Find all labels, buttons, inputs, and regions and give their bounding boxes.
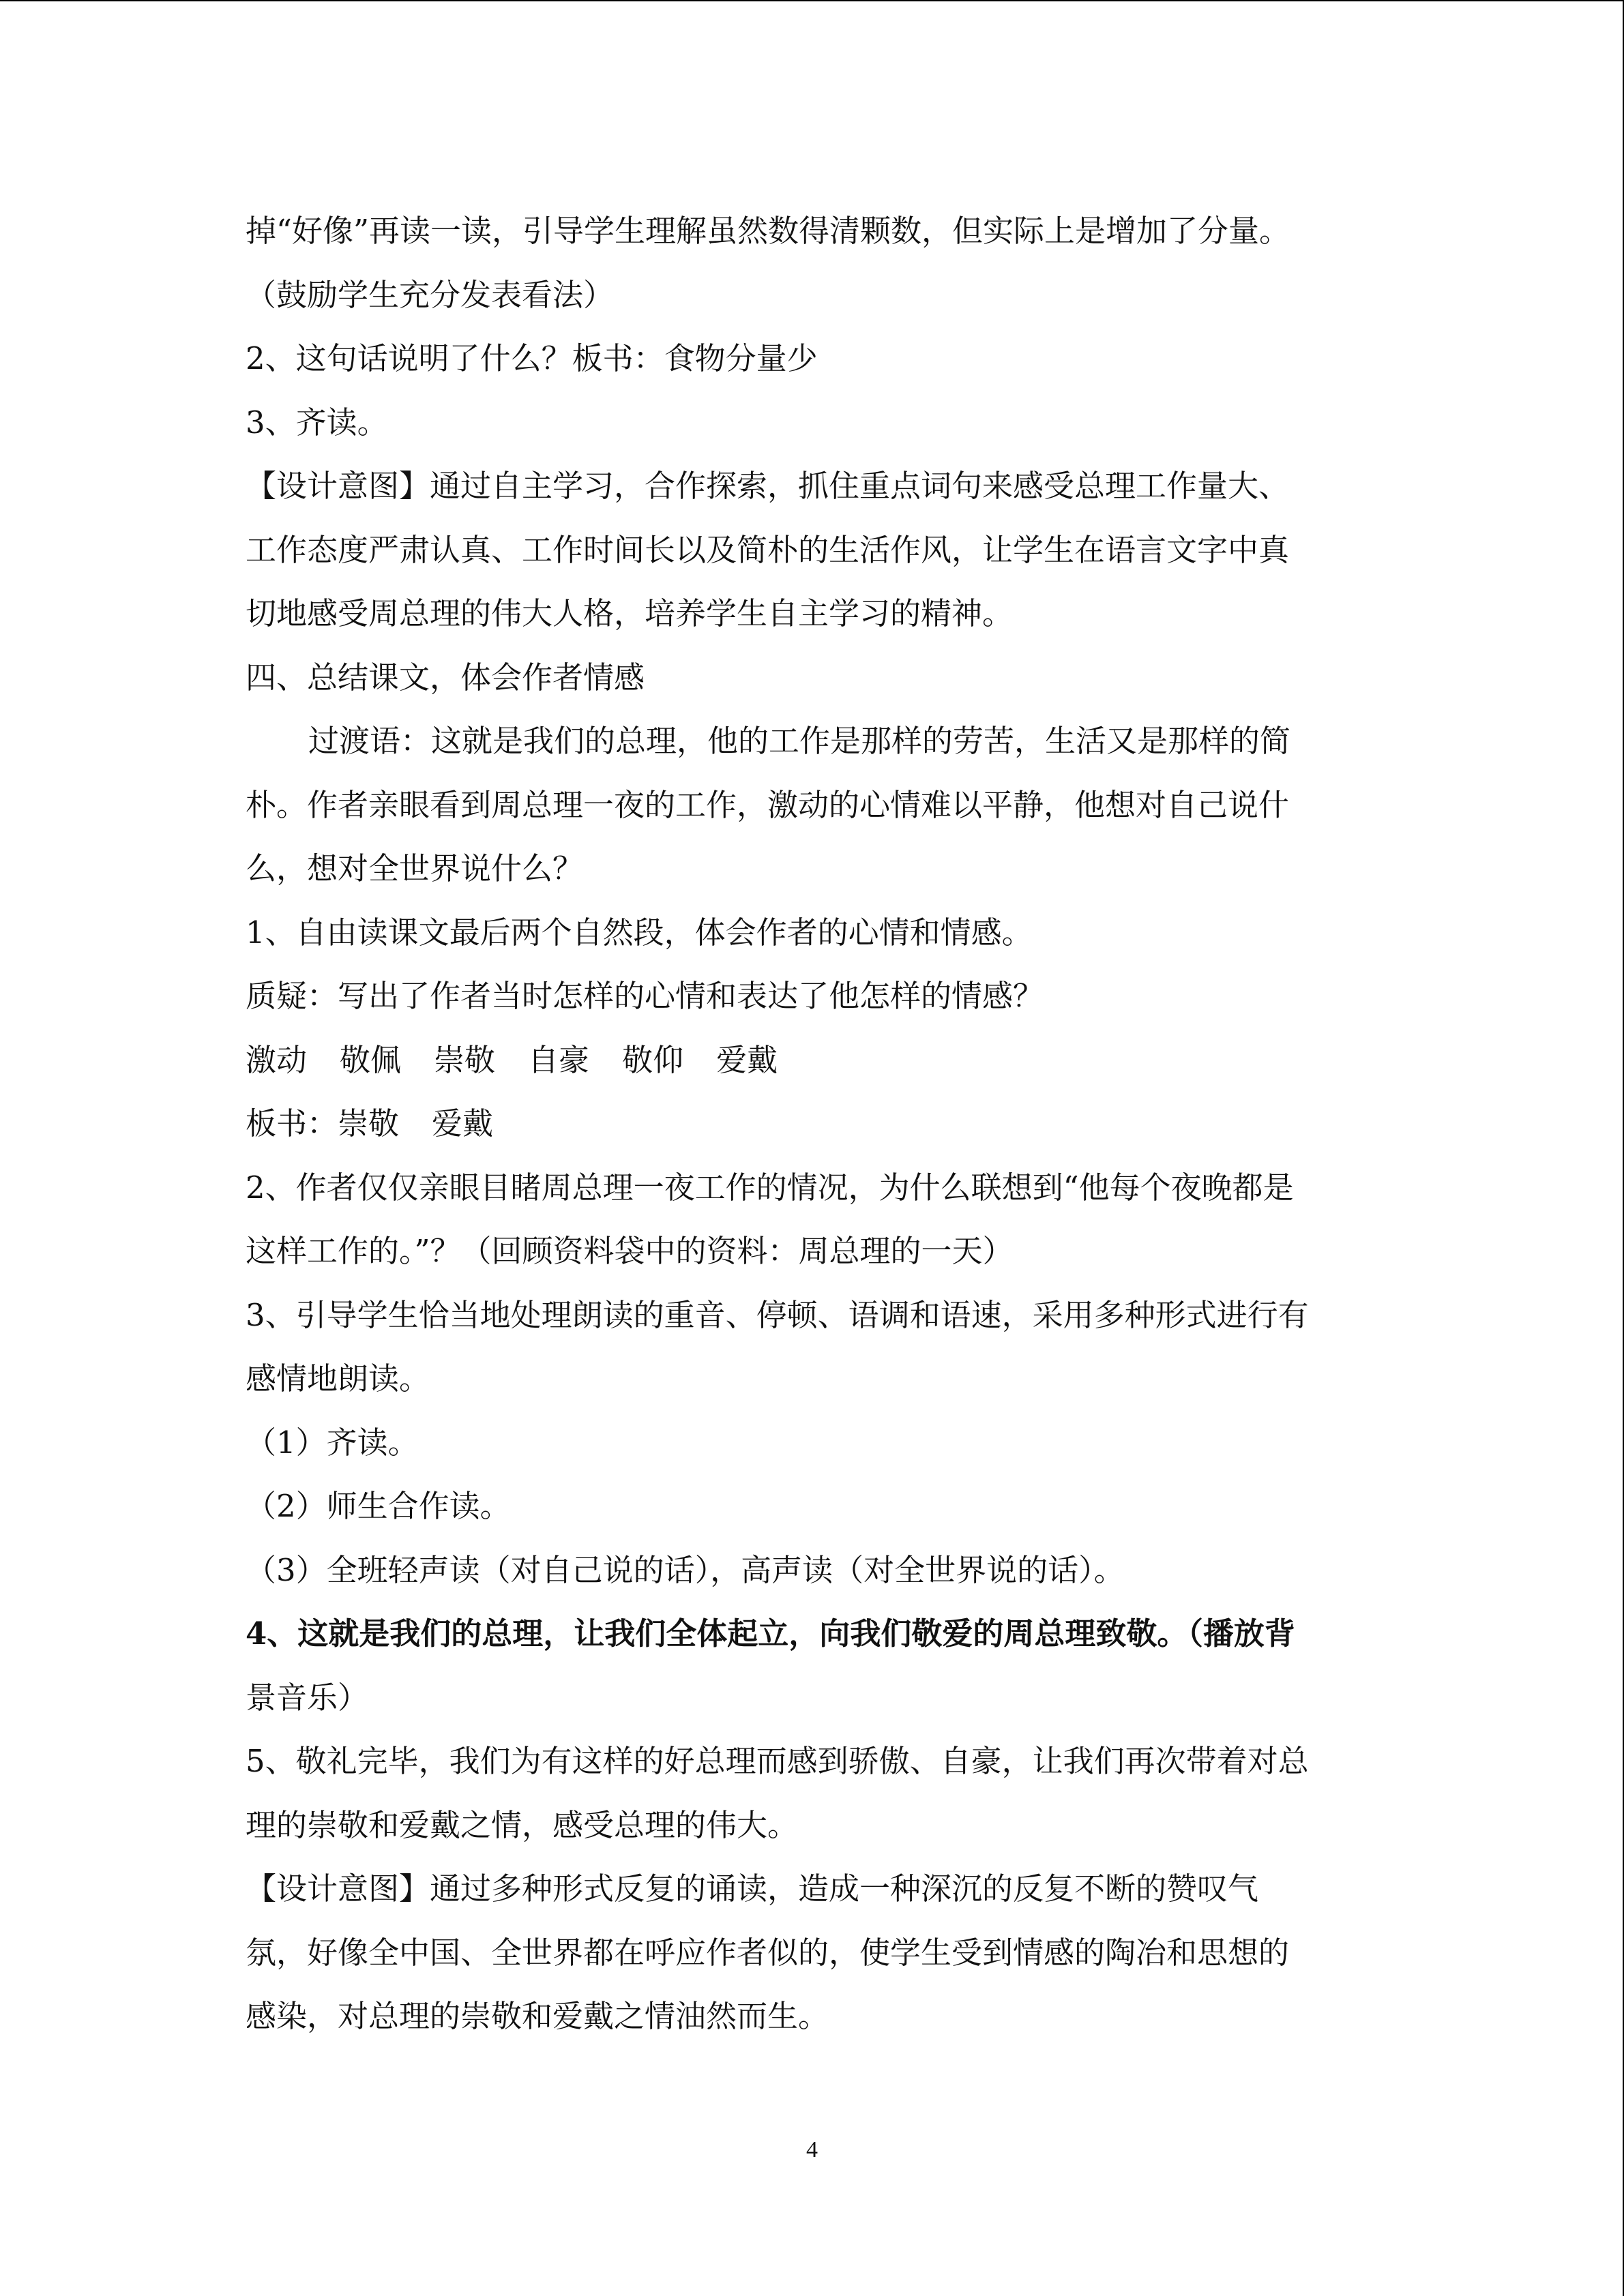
text-line: 2、这句话说明了什么？板书：食物分量少 (246, 340, 818, 376)
design-intent-line: 【设计意图】通过多种形式反复的诵读，造成一种深沉的反复不断的赞叹气 (246, 1870, 1259, 1907)
emotion-word: 自豪 (528, 1041, 590, 1078)
board-label: 板书：崇敬 (246, 1105, 400, 1142)
text-line: 1、自由读课文最后两个自然段，体会作者的心情和情感。 (246, 914, 1033, 951)
text-line: 工作态度严肃认真、工作时间长以及简朴的生活作风，让学生在语言文字中真 (246, 531, 1290, 568)
page-number: 4 (806, 2137, 818, 2162)
text-line: 质疑：写出了作者当时怎样的心情和表达了他怎样的情感？ (246, 978, 1044, 1014)
text-line: 2、作者仅仅亲眼目睹周总理一夜工作的情况，为什么联想到“他每个夜晚都是 (246, 1169, 1294, 1206)
emotion-word: 崇敬 (434, 1041, 496, 1078)
text-line: （鼓励学生充分发表看法） (246, 276, 615, 313)
design-intent-line: 【设计意图】通过自主学习，合作探索，抓住重点词句来感受总理工作量大、 (246, 468, 1290, 504)
emotion-words-line (246, 1028, 1378, 1092)
text-line: 过渡语：这就是我们的总理，他的工作是那样的劳苦，生活又是那样的简 (308, 723, 1291, 759)
text-line: 5、敬礼完毕，我们为有这样的好总理而感到骄傲、自豪，让我们再次带着对总 (246, 1743, 1309, 1779)
emotion-word: 敬仰 (622, 1041, 684, 1078)
emotion-word: 爱戴 (716, 1041, 778, 1078)
text-line: 理的崇敬和爱戴之情，感受总理的伟大。 (246, 1806, 799, 1843)
text-line: 切地感受周总理的伟大人格，培养学生自主学习的精神。 (246, 595, 1014, 631)
text-line: 朴。作者亲眼看到周总理一夜的工作，激动的心情难以平静，他想对自己说什 (246, 786, 1290, 823)
body-text (246, 199, 1378, 2048)
text-line: 么，想对全世界说什么？ (246, 850, 584, 886)
emotion-word: 激动 (246, 1041, 308, 1078)
text-line: 3、引导学生恰当地处理朗读的重音、停顿、语调和语速，采用多种形式进行有 (246, 1296, 1309, 1333)
text-line: 景音乐） (246, 1679, 369, 1716)
text-line: 感染，对总理的崇敬和爱戴之情油然而生。 (246, 1998, 829, 2034)
text-line: （1）齐读。 (246, 1424, 419, 1461)
text-line: 这样工作的。”？（回顾资料袋中的资料：周总理的一天） (246, 1233, 1014, 1269)
text-line: （3）全班轻声读（对自己说的话），高声读（对全世界说的话）。 (246, 1551, 1125, 1588)
emotion-word: 敬佩 (340, 1041, 402, 1078)
text-line: （2）师生合作读。 (246, 1488, 511, 1524)
board-word: 爱戴 (432, 1105, 494, 1142)
text-line: 氛，好像全中国、全世界都在呼应作者似的，使学生受到情感的陶冶和思想的 (246, 1934, 1290, 1971)
section-heading: 四、总结课文，体会作者情感 (246, 659, 645, 696)
text-line: 感情地朗读。 (246, 1360, 430, 1397)
text-line: 掉“好像”再读一读，引导学生理解虽然数得清颗数，但实际上是增加了分量。 (246, 213, 1290, 249)
board-writing-line (246, 1092, 1378, 1156)
text-line: 4、这就是我们的总理，让我们全体起立，向我们敬爱的周总理致敬。（播放背 (246, 1615, 1295, 1652)
text-line: 3、齐读。 (246, 404, 388, 441)
